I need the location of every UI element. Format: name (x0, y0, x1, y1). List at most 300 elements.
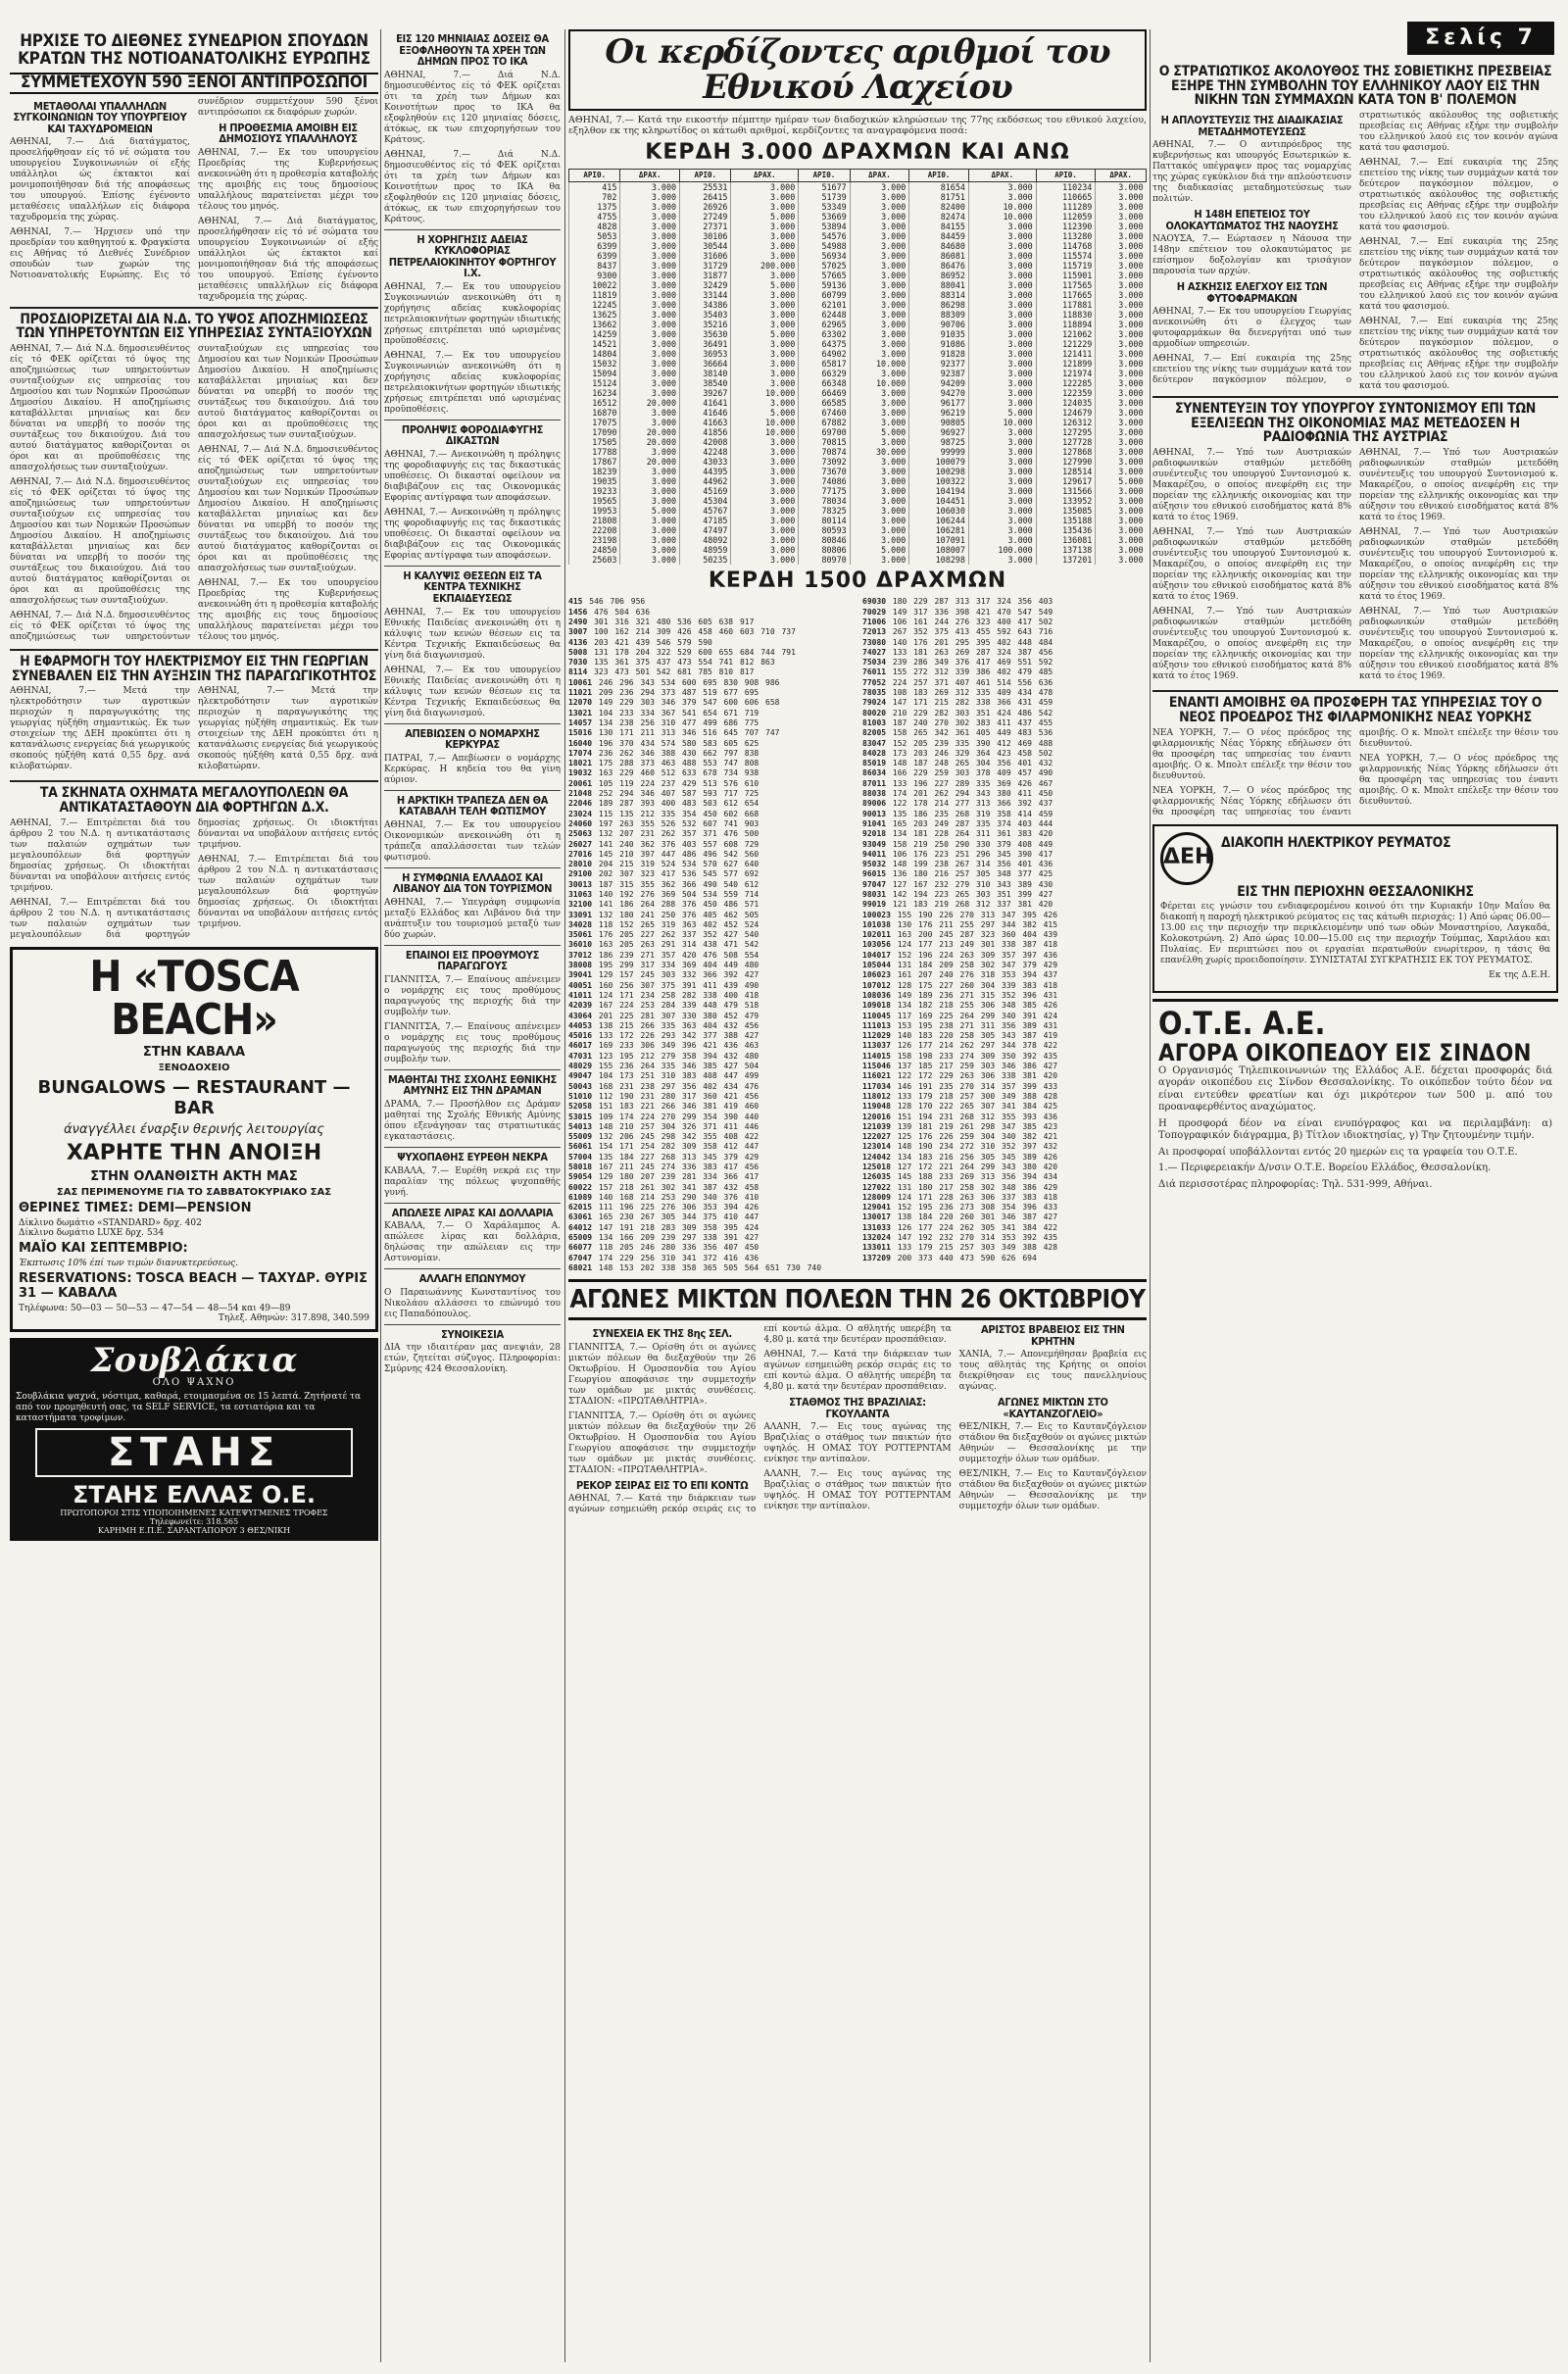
prize-amount: 3.000 (850, 398, 909, 408)
prize-amount: 10.000 (731, 418, 799, 427)
prize-amount: 3.000 (850, 320, 909, 329)
prize-amount: 3.000 (1096, 496, 1147, 506)
divider (384, 1147, 561, 1148)
article-vehicles (10, 818, 378, 941)
number-line: 99019 121 183 219 268 312 337 381 420 (862, 900, 1054, 910)
ticket-number: 86298 (909, 300, 969, 310)
ticket-number: 17867 (569, 457, 620, 467)
prize-amount: 10.000 (968, 202, 1036, 212)
ticket-number: 104451 (909, 496, 969, 506)
ticket-number: 17075 (569, 418, 620, 427)
lottery-heading-1500: ΚΕΡΔΗ 1500 ΔΡΑΧΜΩΝ (708, 569, 1007, 594)
number-line: 95032 148 199 238 267 314 356 401 436 (862, 860, 1054, 869)
prize-amount: 3.000 (731, 516, 799, 525)
ticket-number: 62965 (799, 320, 850, 329)
prize-amount: 5.000 (968, 408, 1036, 418)
number-line: 92018 134 181 228 264 311 361 383 420 (862, 829, 1054, 839)
ticket-number: 88041 (909, 280, 969, 290)
lottery-intro: ΑΘΗΝΑΙ, 7.— Κατά την εικοστήν πέμπτην ημέραν των διαδοχικών κληρώσεων της 77ης εκδόσεως του εθνικού λαχείου, εξηλθον εκ της κληρωτίδος οι κάτωθι αριθμοί, κερδίζοντες τα αναγραφόμενα ποσά: (568, 115, 1147, 137)
prize-amount: 3.000 (850, 476, 909, 486)
prize-amount: 3.000 (731, 457, 799, 467)
prize-amount: 3.000 (731, 467, 799, 476)
prize-amount: 3.000 (1096, 300, 1147, 310)
prize-amount: 3.000 (968, 192, 1036, 202)
table-row (569, 271, 1147, 280)
prize-amount: 3.000 (968, 378, 1036, 388)
headline: ΑΠΩΛΕΣΕ ΛΙΡΑΣ ΚΑΙ ΔΟΛΛΑΡΙΑ (391, 1206, 554, 1219)
prize-amount: 3.000 (850, 182, 909, 193)
ticket-number: 45304 (680, 496, 731, 506)
ad-souv-address: ΚΑΡΗΜΗ Ε.Π.Ε. ΣΑΡΑΝΤΑΠΟΡΟΥ 3 ΘΕΣ/ΝΙΚΗ (97, 1525, 291, 1535)
article-body: ΑΘΗΝΑΙ, 7.— Επί ευκαιρία της 25ης επετείου της νίκης των συμμάχων κατά τον δεύτερον παγκόσμιον πόλεμον, ο στρατιωτικός ακόλουθος της σοβιετικής πρεσβείας εις Αθήνας εξήρε την συμβολήν του ελληνικού λαού εις τον κοινόν αγώνα κατά του φασισμού. (1359, 317, 1558, 392)
number-line: 83047 152 205 239 335 390 412 469 488 (862, 738, 1054, 748)
number-line: 127022 131 180 217 258 302 348 386 429 (862, 1182, 1058, 1192)
table-row (569, 516, 1147, 525)
table-row (569, 329, 1147, 339)
table-row (569, 447, 1147, 457)
ticket-number: 121229 (1036, 339, 1096, 349)
article-body: ΘΕΣ/ΝΙΚΗ, 7.— Εις το Καυτανζόγλειον στάδιον θα διεξαχθούν οι αγώνες μικτών Αθηνών — Θεσσαλονίκης με την συμμετοχήν όλων των ομάδων. (958, 1469, 1147, 1512)
article-body: ΔΙΑ την ιδιαιτέραν μας ανεψιάν, 28 ετών, ζητείται σύζυγος. Πληροφορίαι: Σμύρνης 424 Θεσσαλονίκη. (384, 1343, 561, 1375)
ticket-number: 100079 (909, 457, 969, 467)
ticket-number: 94209 (909, 378, 969, 388)
ticket-number: 110665 (1036, 192, 1096, 202)
prize-amount: 10.000 (850, 378, 909, 388)
prize-amount: 3.000 (620, 280, 680, 290)
ticket-number: 78325 (799, 506, 850, 516)
headline: Η ΚΑΛΥΨΙΣ ΘΕΣΕΩΝ ΕΙΣ ΤΑ ΚΕΝΤΡΑ ΤΕΧΝΙΚΗΣ ΕΚΠΑΙΔΕΥΣΕΩΣ (403, 569, 542, 606)
article-body: ΚΑΒΑΛΑ, 7.— Ο Χαράλαμπος Α. απώλεσε λίρας και δολλάρια, δηλώσας την απώλειαν εις την Αστυνομίαν. (384, 1221, 561, 1264)
ticket-number: 88314 (909, 290, 969, 300)
ticket-number: 78034 (799, 496, 850, 506)
prize-amount: 3.000 (731, 535, 799, 545)
headline: Η ΑΡΚΤΙΚΗ ΤΡΑΠΕΖΑ ΔΕΝ ΘΑ ΚΑΤΑΒΑΛΗ ΤΕΛΗ ΦΩΤΙΣΜΟΥ (396, 793, 549, 818)
prize-amount: 3.000 (850, 202, 909, 212)
ticket-number: 13625 (569, 310, 620, 320)
number-line: 118012 133 179 218 257 300 349 388 428 (862, 1091, 1058, 1101)
page-number-badge: Σελίς 7 (1407, 22, 1554, 55)
ticket-number: 82400 (909, 202, 969, 212)
number-line: 2490 301 316 321 480 536 605 638 917 (568, 617, 755, 626)
ad-souv-company: ΣΤΑΗΣ ΕΛΛΑΣ Ο.Ε. (72, 1480, 317, 1508)
prize-amount: 5.000 (731, 329, 799, 339)
ticket-number: 19565 (569, 496, 620, 506)
article-body: ΑΘΗΝΑΙ, 7.— Υπό των Αυστριακών ραδιοφωνικών σταθμών μετεδόθη συνέντευξις του υπουργού Συντονισμού κ. Μακαρέζου, ο οποίος ανεφέρθη εις την πορείαν της ελληνικής οικονομίας και την αύξησιν του εθνικού εισοδήματος κατά 8% κατά το έτος 1969. (1359, 448, 1558, 523)
table-row (569, 418, 1147, 427)
article-body: ΑΘΗΝΑΙ, 7.— Υπό των Αυστριακών ραδιοφωνικών σταθμών μετεδόθη συνέντευξις του υπουργού Συντονισμού κ. Μακαρέζου, ο οποίος ανεφέρθη εις την πορείαν της ελληνικής οικονομίας και την αύξησιν του εθνικού εισοδήματος κατά 8% κατά το έτος 1969. (1152, 527, 1351, 603)
ticket-number: 124679 (1036, 408, 1096, 418)
ticket-number: 39267 (680, 388, 731, 398)
ad-souv-phone: Τηλεφωνείτε: 318.565 (149, 1516, 239, 1526)
number-line: 32100 141 186 264 288 376 450 486 571 (568, 900, 760, 910)
ticket-number: 112390 (1036, 222, 1096, 231)
notice-subtitle: ΕΙΣ ΤΗΝ ΠΕΡΙΟΧΗΝ ΘΕΣΣΑΛΟΝΙΚΗΣ (1237, 883, 1474, 900)
number-line: 16040 196 370 434 574 580 583 605 625 (568, 738, 760, 748)
number-line: 68021 148 153 202 338 358 365 505 564 651 730 740 (568, 1262, 822, 1272)
number-line: 116021 122 172 229 263 306 338 381 420 (862, 1071, 1058, 1081)
article-body: ΓΙΑΝΝΙΤΣΑ, 7.— Ορίσθη ότι οι αγώνες μικτών πόλεων θα διεξαχθούν την 26 Οκτωβρίου. Η Ομοσπονδία του Αγίου Γεωργίου αποφάσισε την συμμετοχήν των ομάδων με μικτάς συνθέσεις. ΣΤΑΔΙΟΝ: «ΠΡΩΤΑΘΛΗΤΡΙΑ». (568, 1410, 757, 1475)
ticket-number: 4755 (569, 212, 620, 222)
prize-amount: 3.000 (1096, 535, 1147, 545)
ad-line: Τηλεξ. Αθηνών: 317.898, 340.599 (218, 1312, 369, 1323)
headline: Η ΧΟΡΗΓΗΣΙΣ ΑΔΕΙΑΣ ΚΥΚΛΟΦΟΡΙΑΣ ΠΕΤΡΕΛΑΙΟΚΙΝΗΤΟΥ ΦΟΡΤΗΓΟΥ Ι.Χ. (388, 232, 557, 280)
ticket-number: 57665 (799, 271, 850, 280)
prize-amount: 3.000 (1096, 212, 1147, 222)
prize-amount: 5.000 (620, 506, 680, 516)
prize-amount: 3.000 (1096, 329, 1147, 339)
headline: ΕΠΑΙΝΟΙ ΕΙΣ ΠΡΟΘΥΜΟΥΣ ΠΑΡΑΓΩΓΟΥΣ (405, 948, 540, 973)
headline: Η ΑΠΛΟΥΣΤΕΥΣΙΣ ΤΗΣ ΔΙΑΔΙΚΑΣΙΑΣ ΜΕΤΑΔΗΜΟΤΕΥΣΕΩΣ (1160, 114, 1344, 138)
ad-line: ΜΑΪΟ ΚΑΙ ΣΕΠΤΕΜΒΡΙΟ: (19, 1240, 188, 1256)
divider (384, 867, 561, 868)
number-line: 110045 117 169 225 264 299 340 391 424 (862, 1011, 1058, 1020)
notice-ote (1152, 999, 1558, 1201)
number-line: 89006 122 178 214 277 313 366 392 437 (862, 799, 1054, 809)
headline-electricity: Η ΕΦΑΡΜΟΓΗ ΤΟΥ ΗΛΕΚΤΡΙΣΜΟΥ ΕΙΣ ΤΗΝ ΓΕΩΡΓΙΑΝ ΣΥΝΕΒΑΛΕΝ ΕΙΣ ΤΗΝ ΑΥΞΗΣΙΝ ΤΗΣ ΠΑΡΑΓΩΓΙΚΟΤΗΤΟΣ (11, 654, 377, 684)
article-body: ΑΘΗΝΑΙ, 7.— Διά Ν.Δ. δημοσιευθέντος είς τό ΦΕΚ ορίζεται ότι τα χρέη των Δήμων και Κοινοτήτων προς το ΙΚΑ θα εξοφληθούν εις 120 μηνιαίας δόσεις, άτόκως, εκ των επιχορηγήσεων του Κράτους. (384, 70, 561, 145)
ticket-number: 91828 (909, 349, 969, 359)
ticket-number: 27249 (680, 212, 731, 222)
prize-amount: 3.000 (731, 506, 799, 516)
ticket-number: 19035 (569, 476, 620, 486)
ticket-number: 14521 (569, 339, 620, 349)
article-body: ΘΕΣ/ΝΙΚΗ, 7.— Εις το Καυτανζόγλειον στάδιον θα διεξαχθούν οι αγώνες μικτών Αθηνών — Θεσσαλονίκης με την συμμετοχήν όλων των ομάδων. (958, 1422, 1147, 1465)
ticket-number: 117881 (1036, 300, 1096, 310)
number-line: 55009 132 206 245 298 342 355 408 422 (568, 1132, 760, 1142)
headline: ΑΡΙΣΤΟΣ ΒΡΑΒΕΙΟΣ ΕΙΣ ΤΗΝ ΚΡΗΤΗΝ (981, 1323, 1125, 1348)
prize-amount: 3.000 (1096, 202, 1147, 212)
article-interview (1152, 448, 1558, 686)
prize-amount: 10.000 (731, 427, 799, 437)
prize-amount: 200.000 (731, 261, 799, 271)
number-line: 49047 104 173 251 310 383 408 447 499 (568, 1071, 760, 1081)
number-line: 133011 133 179 215 257 303 349 388 428 (862, 1243, 1058, 1253)
prize-amount: 3.000 (850, 222, 909, 231)
ticket-number: 19953 (569, 506, 620, 516)
number-line: 81003 187 240 270 302 383 411 437 455 (862, 717, 1054, 727)
prize-amount: 3.000 (731, 320, 799, 329)
ticket-number: 54988 (799, 241, 850, 251)
article-body: ΑΘΗΝΑΙ, 7.— Επιτρέπεται διά του άρθρου 2 του Ν.Δ. η αντικατάστασις των παλαιών οχημάτων των μεγαλουπόλεων διά φορτηγών δημοσίας χρήσεως. Οι ιδιοκτήται δύνανται να υποβάλουν αιτήσεις εντός τριμήνου. (10, 817, 378, 940)
article-compensation (10, 344, 378, 645)
table-row (569, 290, 1147, 300)
prize-amount: 3.000 (620, 467, 680, 476)
prize-amount: 3.000 (1096, 378, 1147, 388)
number-line: 125018 127 172 221 264 299 343 380 420 (862, 1162, 1058, 1171)
prize-amount: 3.000 (731, 349, 799, 359)
article-body: ΑΘΗΝΑΙ, 7.— Μετά την ηλεκτροδότησιν των αγροτικών περιοχών η παραγωγικότης της γεωργίας ηύξήθη σημαντικώς. Εκ των στοιχείων της ΔΕΗ προκύπτει ότι η κατανάλωσις ενεργείας διά γεωργικούς σκοπούς ηύξήθη κατά 0,55 δρχ. ανά κιλοβατώραν. (10, 686, 190, 772)
prize-amount: 3.000 (850, 525, 909, 535)
ticket-number: 86476 (909, 261, 969, 271)
ticket-number: 57025 (799, 261, 850, 271)
lottery-table (568, 169, 1147, 565)
number-line: 73080 140 176 201 295 395 402 448 484 (862, 637, 1054, 647)
ticket-number: 59136 (799, 280, 850, 290)
ad-line: Δίκλινο δωμάτιο LUXE δρχ. 534 (19, 1227, 165, 1238)
lottery-table-body (569, 182, 1147, 566)
ad-tosca-name: Η «TOSCA BEACH» (89, 951, 299, 1045)
ticket-number: 90706 (909, 320, 969, 329)
prize-amount: 3.000 (968, 310, 1036, 320)
number-line: 27016 145 210 397 447 486 496 542 560 (568, 849, 760, 859)
table-row (569, 457, 1147, 467)
article-congress (10, 97, 378, 303)
prize-amount: 3.000 (1096, 349, 1147, 359)
ticket-number: 128514 (1036, 467, 1096, 476)
number-line: 123014 148 190 234 272 310 352 397 432 (862, 1142, 1058, 1152)
prize-amount: 5.000 (731, 408, 799, 418)
ticket-number: 88309 (909, 310, 969, 320)
ticket-number: 26415 (680, 192, 731, 202)
prize-amount: 3.000 (968, 251, 1036, 261)
number-line: 52058 151 183 221 266 346 381 419 460 (568, 1102, 760, 1112)
headline-vehicles: ΤΑ ΣΚΗΝΑΤΑ ΟΧΗΜΑΤΑ ΜΕΓΑΛΟΥΠΟΛΕΩΝ ΘΑ ΑΝΤΙΚΑΤΑΣΤΑΘΟΥΝ ΔΙΑ ΦΟΡΤΗΓΩΝ Δ.Χ. (39, 785, 349, 816)
number-line: 88038 174 201 262 294 343 380 411 450 (862, 789, 1054, 799)
notice-title: ΔΙΑΚΟΠΗ ΗΛΕΚΤΡΙΚΟΥ ΡΕΥΜΑΤΟΣ (1221, 834, 1451, 851)
ticket-number: 127295 (1036, 427, 1096, 437)
prize-amount: 3.000 (620, 241, 680, 251)
ticket-number: 11819 (569, 290, 620, 300)
column-rule (380, 29, 381, 2362)
number-line: 63061 165 230 267 305 344 375 410 447 (568, 1212, 760, 1222)
prize-amount: 5.000 (850, 427, 909, 437)
number-line: 65009 134 166 209 239 297 338 391 427 (568, 1233, 760, 1243)
prize-amount: 3.000 (1096, 506, 1147, 516)
ad-souv-brand-logo: ΣΤΑΗΣ (35, 1428, 353, 1477)
prize-amount: 3.000 (850, 457, 909, 467)
table-row (569, 535, 1147, 545)
ticket-number: 16870 (569, 408, 620, 418)
article-body: ΑΛΑΝΗ, 7.— Εις τους αγώνας της Βραζιλίας ο στάθμος των παικτών ήτο υψηλός. Η ΟΜΑΣ ΤΟΥ ΡΟΤΤΕΡΝΤΑΜ ενίκησε την αντίπαλον. (763, 1422, 952, 1465)
ticket-number: 16512 (569, 398, 620, 408)
table-row (569, 467, 1147, 476)
prize-amount: 3.000 (850, 408, 909, 418)
ticket-number: 6399 (569, 241, 620, 251)
number-line: 35061 176 205 227 262 337 352 427 540 (568, 930, 760, 940)
lottery-col-header: ΔΡΑΧ. (850, 170, 909, 182)
number-line: 80020 210 229 282 303 351 424 486 542 (862, 708, 1054, 717)
ticket-number: 10022 (569, 280, 620, 290)
number-line: 69030 180 229 287 313 317 324 356 403 (862, 597, 1054, 607)
number-line: 11021 209 236 294 373 487 519 677 695 (568, 688, 760, 698)
number-line: 131033 126 177 224 262 305 341 384 422 (862, 1222, 1058, 1232)
prize-amount: 3.000 (1096, 290, 1147, 300)
ticket-number: 127728 (1036, 437, 1096, 447)
number-line: 96015 136 180 216 257 305 348 377 425 (862, 869, 1054, 879)
ticket-number: 137138 (1036, 545, 1096, 555)
number-line: 102011 163 200 245 287 323 360 404 439 (862, 930, 1058, 940)
ticket-number: 112059 (1036, 212, 1096, 222)
table-row (569, 280, 1147, 290)
article-body: ΑΘΗΝΑΙ, 7.— Εκ του υπουργείου Προεδρίας της Κυβερνήσεως ανεκοινώθη ότι η προθεσμία καταβολής της αμοιβής εις τους δημοσίους υπαλλήλους παρατείνεται μέχρι του τέλους του μηνός. (198, 147, 378, 212)
number-line: 44053 138 215 266 335 363 404 432 456 (568, 1020, 760, 1030)
prize-amount: 3.000 (620, 525, 680, 535)
ticket-number: 48959 (680, 545, 731, 555)
table-row (569, 378, 1147, 388)
ticket-number: 41641 (680, 398, 731, 408)
headline-agones: ΑΓΩΝΕΣ ΜΙΚΤΩΝ ΠΟΛΕΩΝ ΤΗΝ 26 ΟΚΤΩΒΡΙΟΥ (568, 1279, 1147, 1320)
prize-amount: 3.000 (1096, 261, 1147, 271)
number-line: 19032 163 229 460 512 633 678 734 938 (568, 768, 760, 778)
prize-amount: 3.000 (968, 369, 1036, 378)
number-line: 112029 140 183 220 258 305 343 387 419 (862, 1031, 1058, 1041)
sports-articles (568, 1324, 1147, 1516)
number-line: 58018 167 211 245 274 336 383 417 456 (568, 1162, 760, 1171)
article-body: ΑΘΗΝΑΙ, 7.— Διά Ν.Δ. δημοσιευθέντος είς τό ΦΕΚ ορίζεται ότι τα χρέη των Δήμων και Κοινοτήτων προς το ΙΚΑ θα εξοφληθούν εις 120 μηνιαίας δόσεις, άτόκως, εκ των επιχορηγήσεων του Κράτους. (384, 149, 561, 224)
headline: Η 148Η ΕΠΕΤΕΙΟΣ ΤΟΥ ΟΛΟΚΑΥΤΩΜΑΤΟΣ ΤΗΣ ΝΑΟΥΣΗΣ (1165, 208, 1339, 232)
ticket-number: 108298 (909, 555, 969, 565)
number-line: 23024 115 135 212 335 354 450 602 668 (568, 809, 760, 818)
column-4 (1152, 61, 1558, 1201)
ad-line: ΧΑΡΗΤΕ ΤΗΝ ΑΝΟΙΞΗ (66, 1140, 322, 1165)
ad-souv-desc: Σουβλάκια ψαχνά, νόστιμα, καθαρά, ετοιμασμένα σε 15 λεπτά. Ζητήσατέ τα από τον προμηθευτή σας, τα SELF SERVICE, τα εστιατόρια και τα καταστήματα τροφίμων. (16, 1391, 362, 1423)
prize-amount: 100.000 (968, 545, 1036, 555)
number-line: 20061 105 119 224 237 429 513 576 610 (568, 778, 760, 788)
prize-amount: 5.000 (731, 212, 799, 222)
ticket-number: 131566 (1036, 486, 1096, 496)
headline: ΜΑΘΗΤΑΙ ΤΗΣ ΣΧΟΛΗΣ ΕΘΝΙΚΗΣ ΑΜΥΝΗΣ ΕΙΣ ΤΗΝ ΔΡΑΜΑΝ (388, 1072, 557, 1098)
number-line: 34028 118 152 265 319 363 402 452 524 (568, 919, 760, 929)
article-body: ΑΘΗΝΑΙ, 7.— Εκ του υπουργείου Γεωργίας ανεκοινώθη ότι ο έλεγχος των φυτοφαρμάκων θα διενεργήται υπό των αρμοδίων υπηρεσιών. (1152, 307, 1351, 350)
prize-amount: 3.000 (731, 476, 799, 486)
prize-amount: 3.000 (1096, 437, 1147, 447)
ticket-number: 108007 (909, 545, 969, 555)
ticket-number: 118894 (1036, 320, 1096, 329)
ticket-number: 53669 (799, 212, 850, 222)
ticket-number: 91035 (909, 329, 969, 339)
number-line: 7030 135 361 375 437 473 554 741 812 863 (568, 658, 775, 668)
table-row (569, 545, 1147, 555)
ote-body: Ο Οργανισμός Τηλεπικοινωνιών της Ελλάδος Α.Ε. δέχεται προσφοράς διά αγοράν οικοπέδου εις Σίνδον Θεσσαλονίκης. Το οικόπεδον τούτο δέον να είναι εντεύθεν φρεατίων και όχι μικρότερον των 500 μ. από του προαναφερθέντος αναχώματος. (1158, 1064, 1552, 1113)
ticket-number: 36953 (680, 349, 731, 359)
ad-line: Δίκλινο δωμάτιο «STANDARD» δρχ. 402 (19, 1217, 202, 1228)
ticket-number: 27371 (680, 222, 731, 231)
ticket-number: 96927 (909, 427, 969, 437)
headline: ΨΥΧΟΠΑΘΗΣ ΕΥΡΕΘΗ ΝΕΚΡΑ (397, 1151, 548, 1164)
number-line: 93049 158 219 250 290 330 379 408 449 (862, 839, 1054, 849)
number-line: 33091 132 180 241 250 376 405 462 505 (568, 910, 760, 919)
article-body: ΑΘΗΝΑΙ, 7.— Εκ του υπουργείου Οικονομικών ανεκοινώθη ότι η τράπεζα απαλλάσσεται των τελών φωτισμού. (384, 819, 561, 863)
headline: ΣΥΝΟΙΚΕΣΙΑ (441, 1327, 504, 1341)
ticket-number: 44962 (680, 476, 731, 486)
ticket-number: 56934 (799, 251, 850, 261)
article-body: ΑΘΗΝΑΙ, 7.— Επί ευκαιρία της 25ης επετείου της νίκης των συμμάχων κατά τον δεύτερον παγκόσμιον πόλεμον, ο στρατιωτικός ακόλουθος της σοβιετικής πρεσβείας εις Αθήνας εξήρε την συμβολήν του ελληνικού λαού εις τον κοινόν αγώνα κατά του φασισμού. (1359, 158, 1558, 233)
prize-amount: 3.000 (1096, 320, 1147, 329)
number-line: 91041 165 203 249 287 335 374 403 444 (862, 818, 1054, 828)
headline-congress: ΗΡΧΙΣΕ ΤΟ ΔΙΕΘΝΕΣ ΣΥΝΕΔΡΙΟΝ ΣΠΟΥΔΩΝ ΚΡΑΤΩΝ ΤΗΣ ΝΟΤΙΟΑΝΑΤΟΛΙΚΗΣ ΕΥΡΩΠΗΣ (18, 31, 370, 69)
prize-amount: 3.000 (620, 545, 680, 555)
ticket-number: 122359 (1036, 388, 1096, 398)
number-line: 114015 158 198 233 274 309 350 392 435 (862, 1051, 1058, 1061)
article-philharmonic (1152, 728, 1558, 818)
number-line: 124042 134 183 216 256 305 345 389 426 (862, 1152, 1058, 1162)
ticket-number: 94270 (909, 388, 969, 398)
prize-amount: 3.000 (1096, 545, 1147, 555)
number-line: 47031 123 195 212 279 358 394 432 480 (568, 1051, 760, 1061)
prize-amount: 3.000 (731, 300, 799, 310)
number-line: 100023 155 190 226 270 313 347 395 426 (862, 910, 1058, 919)
prize-amount: 3.000 (850, 329, 909, 339)
article-body: ΑΘΗΝΑΙ, 7.— Διά διατάγματος, προσελήφθησαν είς τό νέ σώματα του υπουργείου Συγκοινωνιών οί εξής υπάλληλοι ώς έκτακτοι καί μονιμοποιήθησαν διά τής αποφάσεως του υπουργού. Έπίσης έγένοντο μεταθέσεις υπαλλήλων είς διάφορα ταχυδρομεία της χώρας. (10, 137, 190, 223)
prize-amount: 3.000 (620, 261, 680, 271)
number-line: 120016 151 194 231 268 312 355 393 436 (862, 1112, 1058, 1121)
number-line: 12070 149 229 303 346 379 547 600 606 658 (568, 698, 780, 708)
table-row (569, 496, 1147, 506)
ad-line: ΣΑΣ ΠΕΡΙΜΕΝΟΥΜΕ ΓΙΑ ΤΟ ΣΑΒΒΑΤΟΚΥΡΙΑΚΟ ΣΑΣ (56, 1186, 332, 1198)
prize-amount: 30.000 (850, 447, 909, 457)
numbers-list-left (568, 597, 853, 1263)
ticket-number: 121974 (1036, 369, 1096, 378)
lottery-col-header: ΔΡΑΧ. (620, 170, 680, 182)
ticket-number: 122285 (1036, 378, 1096, 388)
prize-amount: 3.000 (620, 310, 680, 320)
number-line: 86034 166 229 259 303 378 409 457 490 (862, 768, 1054, 778)
prize-amount: 3.000 (620, 339, 680, 349)
ticket-number: 96219 (909, 408, 969, 418)
prize-amount: 3.000 (731, 339, 799, 349)
prize-amount: 3.000 (1096, 251, 1147, 261)
prize-amount: 3.000 (731, 447, 799, 457)
ticket-number: 53894 (799, 222, 850, 231)
prize-amount: 3.000 (1096, 369, 1147, 378)
prize-amount: 3.000 (850, 212, 909, 222)
ticket-number: 66469 (799, 388, 850, 398)
ad-line: Τηλέφωνα: 50—03 — 50—53 — 47—54 — 48—54 και 49—89 (19, 1303, 291, 1313)
prize-amount: 10.000 (968, 418, 1036, 427)
article-body: ΑΘΗΝΑΙ, 7.— Ανεκοινώθη η πρόληψις της φοροδιαφυγής εις τας δικαστικάς υποθέσεις. Οι δικασταί οφείλουν να διαβιβάζουν εις τας Οικονομικάς Εφορίας αντίγραφα των αποφάσεων. (384, 507, 561, 561)
ad-souv-title: Σουβλάκια (90, 1340, 298, 1380)
prize-amount: 3.000 (1096, 408, 1147, 418)
ticket-number: 48092 (680, 535, 731, 545)
table-row (569, 506, 1147, 516)
table-row (569, 212, 1147, 222)
prize-amount: 3.000 (1096, 182, 1147, 193)
number-line: 53015 109 174 224 270 299 354 390 440 (568, 1112, 760, 1121)
ticket-number: 54576 (799, 231, 850, 241)
prize-amount: 3.000 (731, 525, 799, 535)
prize-amount: 3.000 (968, 231, 1036, 241)
article-body: ΑΘΗΝΑΙ, 7.— Υπεγράφη συμφωνία μεταξύ Ελλάδος και Λιβάνου διά την ανάπτυξιν του τουρισμού μεταξύ των δύο χωρών. (384, 897, 561, 940)
prize-amount: 3.000 (620, 535, 680, 545)
headline-transfers: ΜΕΤΑΘΟΛΑΙ ΥΠΑΛΛΗΛΩΝ ΣΥΓΚΟΙΝΩΝΙΩΝ ΤΟΥ ΥΠΟΥΡΓΕΙΟΥ ΚΑΙ ΤΑΧΥΔΡΟΜΕΙΩΝ (13, 99, 187, 135)
prize-amount: 3.000 (620, 496, 680, 506)
ticket-number: 45169 (680, 486, 731, 496)
headline: ΣΥΝΕΧΕΙΑ ΕΚ ΤΗΣ 8ης ΣΕΛ. (592, 1327, 732, 1341)
article-body: ΑΘΗΝΑΙ, 7.— Εκ του υπουργείου Εθνικής Παιδείας ανεκοινώθη ότι η κάλυψις των κενών θέσεων εις τα Κέντρα Τεχνικής Εκπαιδεύσεως θα γίνη διά διαγωνισμού. (384, 665, 561, 718)
ticket-number: 80846 (799, 535, 850, 545)
ote-body: Αι προσφοραί υποβάλλονται εντός 20 ημερών εις τα γραφεία του Ο.Τ.Ε. (1158, 1146, 1518, 1158)
table-row (569, 359, 1147, 369)
article-body: ΑΘΗΝΑΙ, 7.— Διά Ν.Δ. δημοσιευθέντος είς τό ΦΕΚ ορίζεται τό ύψος της αποζημιώσεως των υπηρετούντων συνταξιούχων εις υπηρεσίας του Δημοσίου και των Νομικών Προσώπων Δημοσίου Δικαίου. Η αποζημίωσις καταβάλλεται μηνιαίως και δεν δύναται να υπερβή το ποσόν της συντάξεως του δικαιούχου. Διά του αυτού διατάγματος καθορίζονται οι όροι και αι προϋποθέσεις της απασχολήσεως των συνταξιούχων. (10, 477, 190, 606)
notice-sign: Εκ της Δ.Ε.Η. (1489, 970, 1550, 981)
ticket-number: 36664 (680, 359, 731, 369)
divider (384, 1203, 561, 1204)
column-rule (564, 29, 565, 2362)
number-line: 10061 246 296 343 534 600 695 830 908 986 (568, 677, 780, 687)
prize-amount: 3.000 (968, 339, 1036, 349)
ticket-number: 63302 (799, 329, 850, 339)
prize-amount: 3.000 (1096, 359, 1147, 369)
prize-amount: 3.000 (620, 212, 680, 222)
ticket-number: 80114 (799, 516, 850, 525)
ticket-number: 64902 (799, 349, 850, 359)
number-line: 101038 130 176 211 255 297 344 382 415 (862, 919, 1058, 929)
prize-amount: 3.000 (1096, 486, 1147, 496)
prize-amount: 3.000 (850, 339, 909, 349)
number-line: 46017 169 233 306 349 396 421 436 463 (568, 1041, 760, 1051)
number-line: 107012 128 175 227 260 304 339 383 418 (862, 980, 1058, 990)
article-body: ΑΘΗΝΑΙ, 7.— Εκ του υπουργείου Συγκοινωνιών ανεκοινώθη ότι η χορήγησις αδείας κυκλοφορίας πετρελαιοκινήτων φορτηγών ιδιωτικής χρήσεως επιτρέπεται υπό ωρισμένας προϋποθέσεις. (384, 281, 561, 346)
